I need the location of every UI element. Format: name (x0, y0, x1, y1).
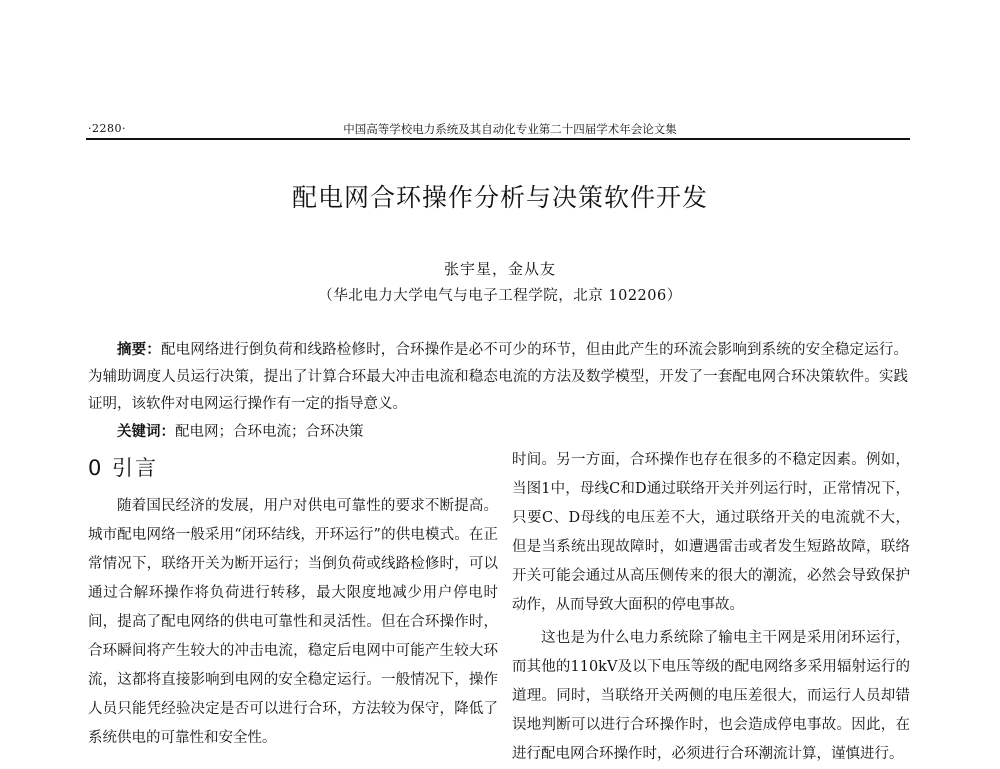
right-paragraph-2: 这也是为什么电力系统除了输电主干网是采用闭环运行，而其他的110kV及以下电压等级的配电网络多采用辐射运行的道理。同时，当联络开关两侧的电压差很大，而运行人员却错误地判断可以进行合环操作时，也会造成停电事故。因此，在进行配电网合环操作时，必须进行合环潮流计算，谨慎进行。 (512, 630, 910, 762)
keywords-text: 配电网；合环电流；合环决策 (175, 424, 364, 440)
keywords (117, 420, 364, 441)
left-column-paragraph: 随着国民经济的发展，用户对供电可靠性的要求不断提高。城市配电网络一般采用“闭环结线，开环运行”的供电模式。在正常情况下，联络开关为断开运行；当倒负荷或线路检修时，可以通过合解环操作将负荷进行转移，最大限度地减少用户停电时间，提高了配电网络的供电可靠性和灵活性。但在合环操作时，合环瞬间将产生较大的冲击电流，稳定后电网中可能产生较大环流，这都将直接影响到电网的安全稳定运行。一般情况下，操作人员只能凭经验决定是否可以进行合环，方法较为保守，降低了系统供电的可靠性和安全性。 (88, 498, 498, 746)
page-number: ·2280· (88, 122, 126, 135)
paper-title: 配电网合环操作分析与决策软件开发 (291, 183, 708, 212)
affiliation: （华北电力大学电气与电子工程学院，北京 102206） (318, 288, 682, 304)
running-header: 中国高等学校电力系统及其自动化专业第二十四届学术年会论文集 (343, 122, 677, 136)
authors: 张宇星，金从友 (443, 260, 556, 278)
keywords-label: 关键词： (117, 423, 175, 440)
section-heading: 0 引言 (88, 456, 159, 480)
header-rule (86, 138, 910, 140)
abstract-label: 摘要： (117, 341, 161, 358)
right-column (512, 446, 910, 769)
abstract (88, 336, 908, 418)
abstract-text: 配电网络进行倒负荷和线路检修时，合环操作是必不可少的环节，但由此产生的环流会影响到系统的安全稳定运行。为辅助调度人员运行决策，提出了计算合环最大冲击电流和稳态电流的方法及数学模型，开发了一套配电网合环决策软件。实践证明，该软件对电网运行操作有一定的指导意义。 (88, 342, 908, 412)
right-paragraph-1: 时间。另一方面，合环操作也存在很多的不稳定因素。例如，当图1中，母线C和D通过联络开关并列运行时，正常情况下，只要C、D母线的电压差不大，通过联络开关的电流就不大，但是当系统出现故障时，如遭遇雷击或者发生短路故障，联络开关可能会通过从高压侧传来的很大的潮流，必然会导致保护动作，从而导致大面积的停电事故。 (512, 452, 910, 613)
